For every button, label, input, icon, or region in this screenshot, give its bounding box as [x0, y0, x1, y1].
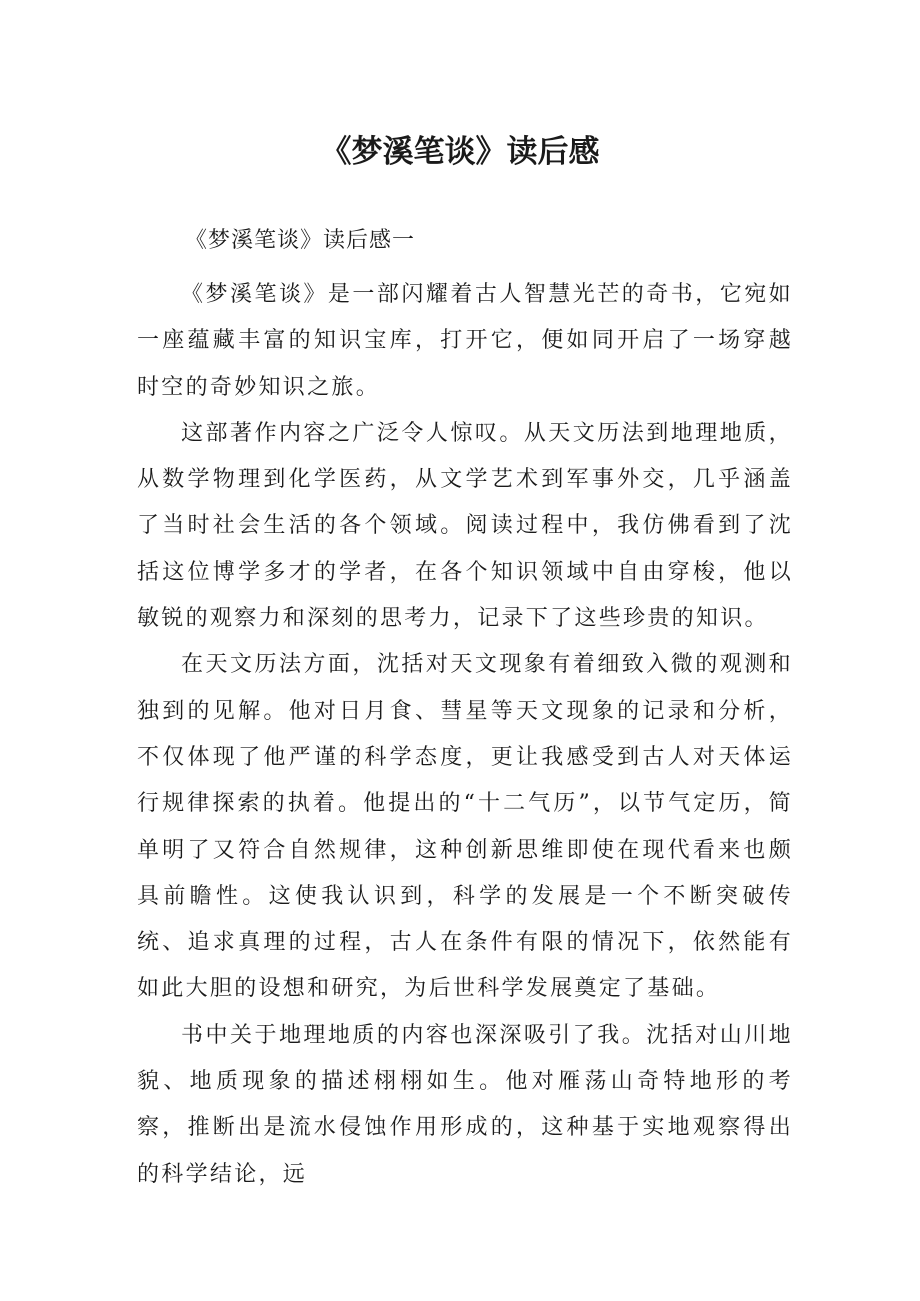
document-body — [137, 272, 793, 1198]
document-title: 《梦溪笔谈》读后感 — [320, 134, 600, 170]
document-subtitle: 《梦溪笔谈》读后感一 — [185, 228, 416, 253]
paragraph-4: 书中关于地理地质的内容也深深吸引了我。沈括对山川地貌、地质现象的描述栩栩如生。他对雁荡山奇特地形的考察，推断出是流水侵蚀作用形成的，这种基于实地观察得出的科学结论，远 — [137, 1022, 793, 1187]
paragraph-3: 在天文历法方面，沈括对天文现象有着细致入微的观测和独到的见解。他对日月食、彗星等天文现象的记录和分析，不仅体现了他严谨的科学态度，更让我感受到古人对天体运行规律探索的执着。他提出的“十二气历”，以节气定历，简单明了又符合自然规律，这种创新思维即使在现代看来也颇具前瞻性。这使我认识到，科学的发展是一个不断突破传统、追求真理的过程，古人在条件有限的情况下，依然能有如此大胆的设想和研究，为后世科学发展奠定了基础。 — [137, 652, 793, 1002]
paragraph-1: 《梦溪笔谈》是一部闪耀着古人智慧光芒的奇书，它宛如一座蕴藏丰富的知识宝库，打开它，便如同开启了一场穿越时空的奇妙知识之旅。 — [137, 282, 793, 400]
paragraph-2: 这部著作内容之广泛令人惊叹。从天文历法到地理地质，从数学物理到化学医药，从文学艺术到军事外交，几乎涵盖了当时社会生活的各个领域。阅读过程中，我仿佛看到了沈括这位博学多才的学者，在各个知识领域中自由穿梭，他以敏锐的观察力和深刻的思考力，记录下了这些珍贵的知识。 — [137, 420, 793, 632]
